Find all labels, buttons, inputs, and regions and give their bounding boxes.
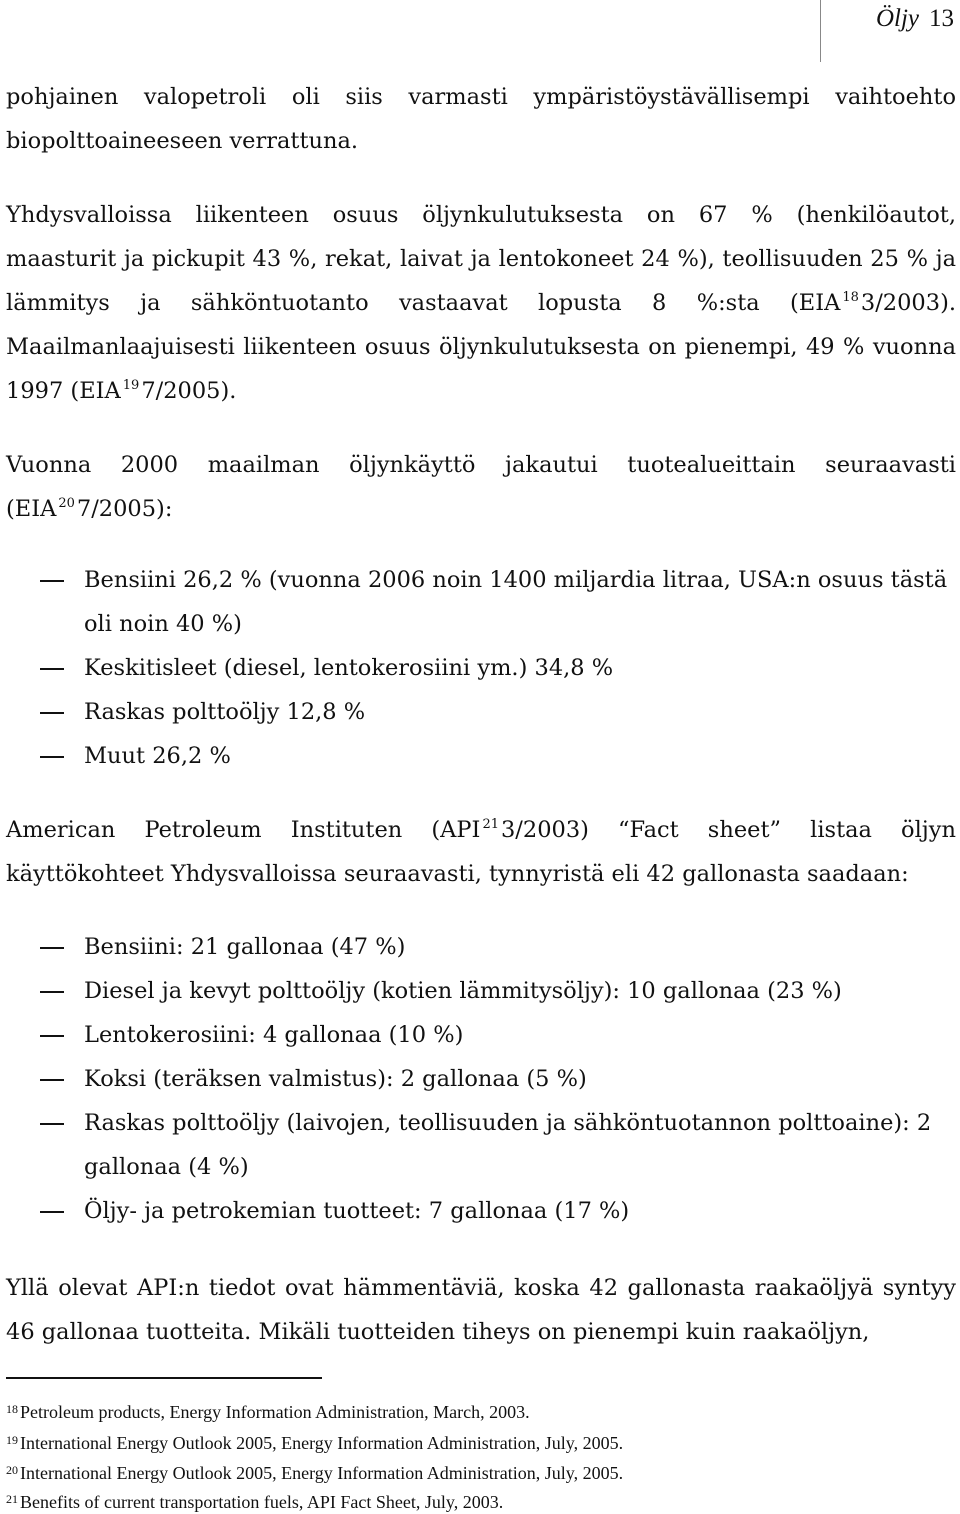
- footnote-number: 18: [6, 1402, 18, 1416]
- list-item: [0, 1189, 960, 1233]
- paragraph-4-text-a: American Petroleum Instituten (API: [6, 817, 481, 843]
- footnote-text: International Energy Outlook 2005, Energy Information Administration, July, 2005.: [20, 1463, 624, 1483]
- list-item-text: Raskas polttoöljy 12,8 %: [84, 699, 366, 725]
- footnote-rule: [6, 1377, 322, 1379]
- header-title: Öljy: [875, 5, 919, 32]
- paragraph-5: [6, 1266, 956, 1354]
- paragraph-3-text-a: Vuonna 2000 maailman öljynkäyttö jakautui tuotealueittain seuraavasti (EIA: [6, 452, 956, 522]
- paragraph-5-text: Yllä olevat API:n tiedot ovat hämmentäviä, koska 42 gallonasta raakaöljyä syntyy 46 gallonaa tuotteita. Mikäli tuotteiden tiheys on pienempi kuin raakaöljyn,: [6, 1275, 956, 1345]
- list-item: [0, 1101, 960, 1189]
- dash-bullet: [40, 1211, 64, 1213]
- paragraph-3-text-b: 7/2005):: [76, 496, 173, 522]
- footnote-21: [6, 1487, 503, 1514]
- list-item-text: Bensiini 26,2 % (vuonna 2006 noin 1400 miljardia litraa, USA:n osuus tästä oli noin 40 %): [84, 567, 948, 637]
- dash-bullet: [40, 1079, 64, 1081]
- paragraph-1-text: pohjainen valopetroli oli siis varmasti ympäristöystävällisempi vaihtoehto biopolttoaineeseen verrattuna.: [6, 84, 956, 154]
- footnote-ref-20: 20: [58, 496, 75, 511]
- page-header: [876, 4, 954, 34]
- paragraph-4: [6, 808, 956, 896]
- list-item-text: Bensiini: 21 gallonaa (47 %): [84, 934, 406, 960]
- dash-bullet: [40, 1123, 64, 1125]
- list-item-text: Lentokerosiini: 4 gallonaa (10 %): [84, 1022, 464, 1048]
- list-item-text: Diesel ja kevyt polttoöljy (kotien lämmitysöljy): 10 gallonaa (23 %): [84, 978, 842, 1004]
- dash-bullet: [40, 712, 64, 714]
- list-item-text: Öljy- ja petrokemian tuotteet: 7 gallonaa (17 %): [84, 1198, 630, 1224]
- footnote-18: [6, 1397, 530, 1424]
- paragraph-4-text-b: 3/2003) “Fact sheet” listaa öljyn käyttökohteet Yhdysvalloissa seuraavasti, tynnyristä eli 42 gallonasta saadaan:: [6, 817, 956, 887]
- footnote-number: 21: [6, 1492, 18, 1506]
- api-usage-list: [0, 925, 960, 1233]
- list-item: [0, 925, 960, 969]
- paragraph-2-text-c: 7/2005).: [141, 378, 237, 404]
- list-item-text: Raskas polttoöljy (laivojen, teollisuuden ja sähköntuotannon polttoaine): 2 gallonaa (4 %): [84, 1110, 932, 1180]
- page-number: 13: [929, 5, 954, 32]
- list-item: [0, 734, 960, 778]
- paragraph-2-text-a: Yhdysvalloissa liikenteen osuus öljynkulutuksesta on 67 % (henkilöautot, maasturit ja pickupit 43 %, rekat, laivat ja lentokoneet 24 %), teollisuuden 25 % ja lämmitys ja sähköntuotanto vastaavat lopusta 8 %:sta (EIA: [6, 202, 956, 316]
- footnote-ref-21: 21: [482, 817, 499, 832]
- footnote-number: 19: [6, 1433, 18, 1447]
- header-divider: [820, 0, 821, 62]
- list-item: [0, 969, 960, 1013]
- list-item: [0, 646, 960, 690]
- dash-bullet: [40, 947, 64, 949]
- footnote-19: [6, 1428, 623, 1455]
- paragraph-2-text-b: 3/2003). Maailmanlaajuisesti liikenteen osuus öljynkulutuksesta on pienempi, 49 % vuonna 1997 (EIA: [6, 290, 956, 404]
- footnote-ref-18: 18: [842, 290, 859, 305]
- list-item: [0, 558, 960, 646]
- list-item-text: Muut 26,2 %: [84, 743, 231, 769]
- list-item: [0, 690, 960, 734]
- footnote-20: [6, 1458, 623, 1485]
- list-item: [0, 1057, 960, 1101]
- dash-bullet: [40, 991, 64, 993]
- dash-bullet: [40, 1035, 64, 1037]
- footnote-text: Benefits of current transportation fuels, API Fact Sheet, July, 2003.: [20, 1492, 504, 1512]
- dash-bullet: [40, 580, 64, 582]
- paragraph-1: [6, 75, 956, 163]
- paragraph-2: [6, 193, 956, 413]
- footnote-text: International Energy Outlook 2005, Energy Information Administration, July, 2005.: [20, 1433, 624, 1453]
- dash-bullet: [40, 668, 64, 670]
- product-share-list: [0, 558, 960, 778]
- list-item: [0, 1013, 960, 1057]
- footnote-ref-19: 19: [122, 378, 140, 393]
- paragraph-3: [6, 443, 956, 531]
- footnote-number: 20: [6, 1463, 18, 1477]
- list-item-text: Koksi (teräksen valmistus): 2 gallonaa (5 %): [84, 1066, 587, 1092]
- footnote-text: Petroleum products, Energy Information Administration, March, 2003.: [20, 1402, 530, 1422]
- list-item-text: Keskitisleet (diesel, lentokerosiini ym.) 34,8 %: [84, 655, 614, 681]
- dash-bullet: [40, 756, 64, 758]
